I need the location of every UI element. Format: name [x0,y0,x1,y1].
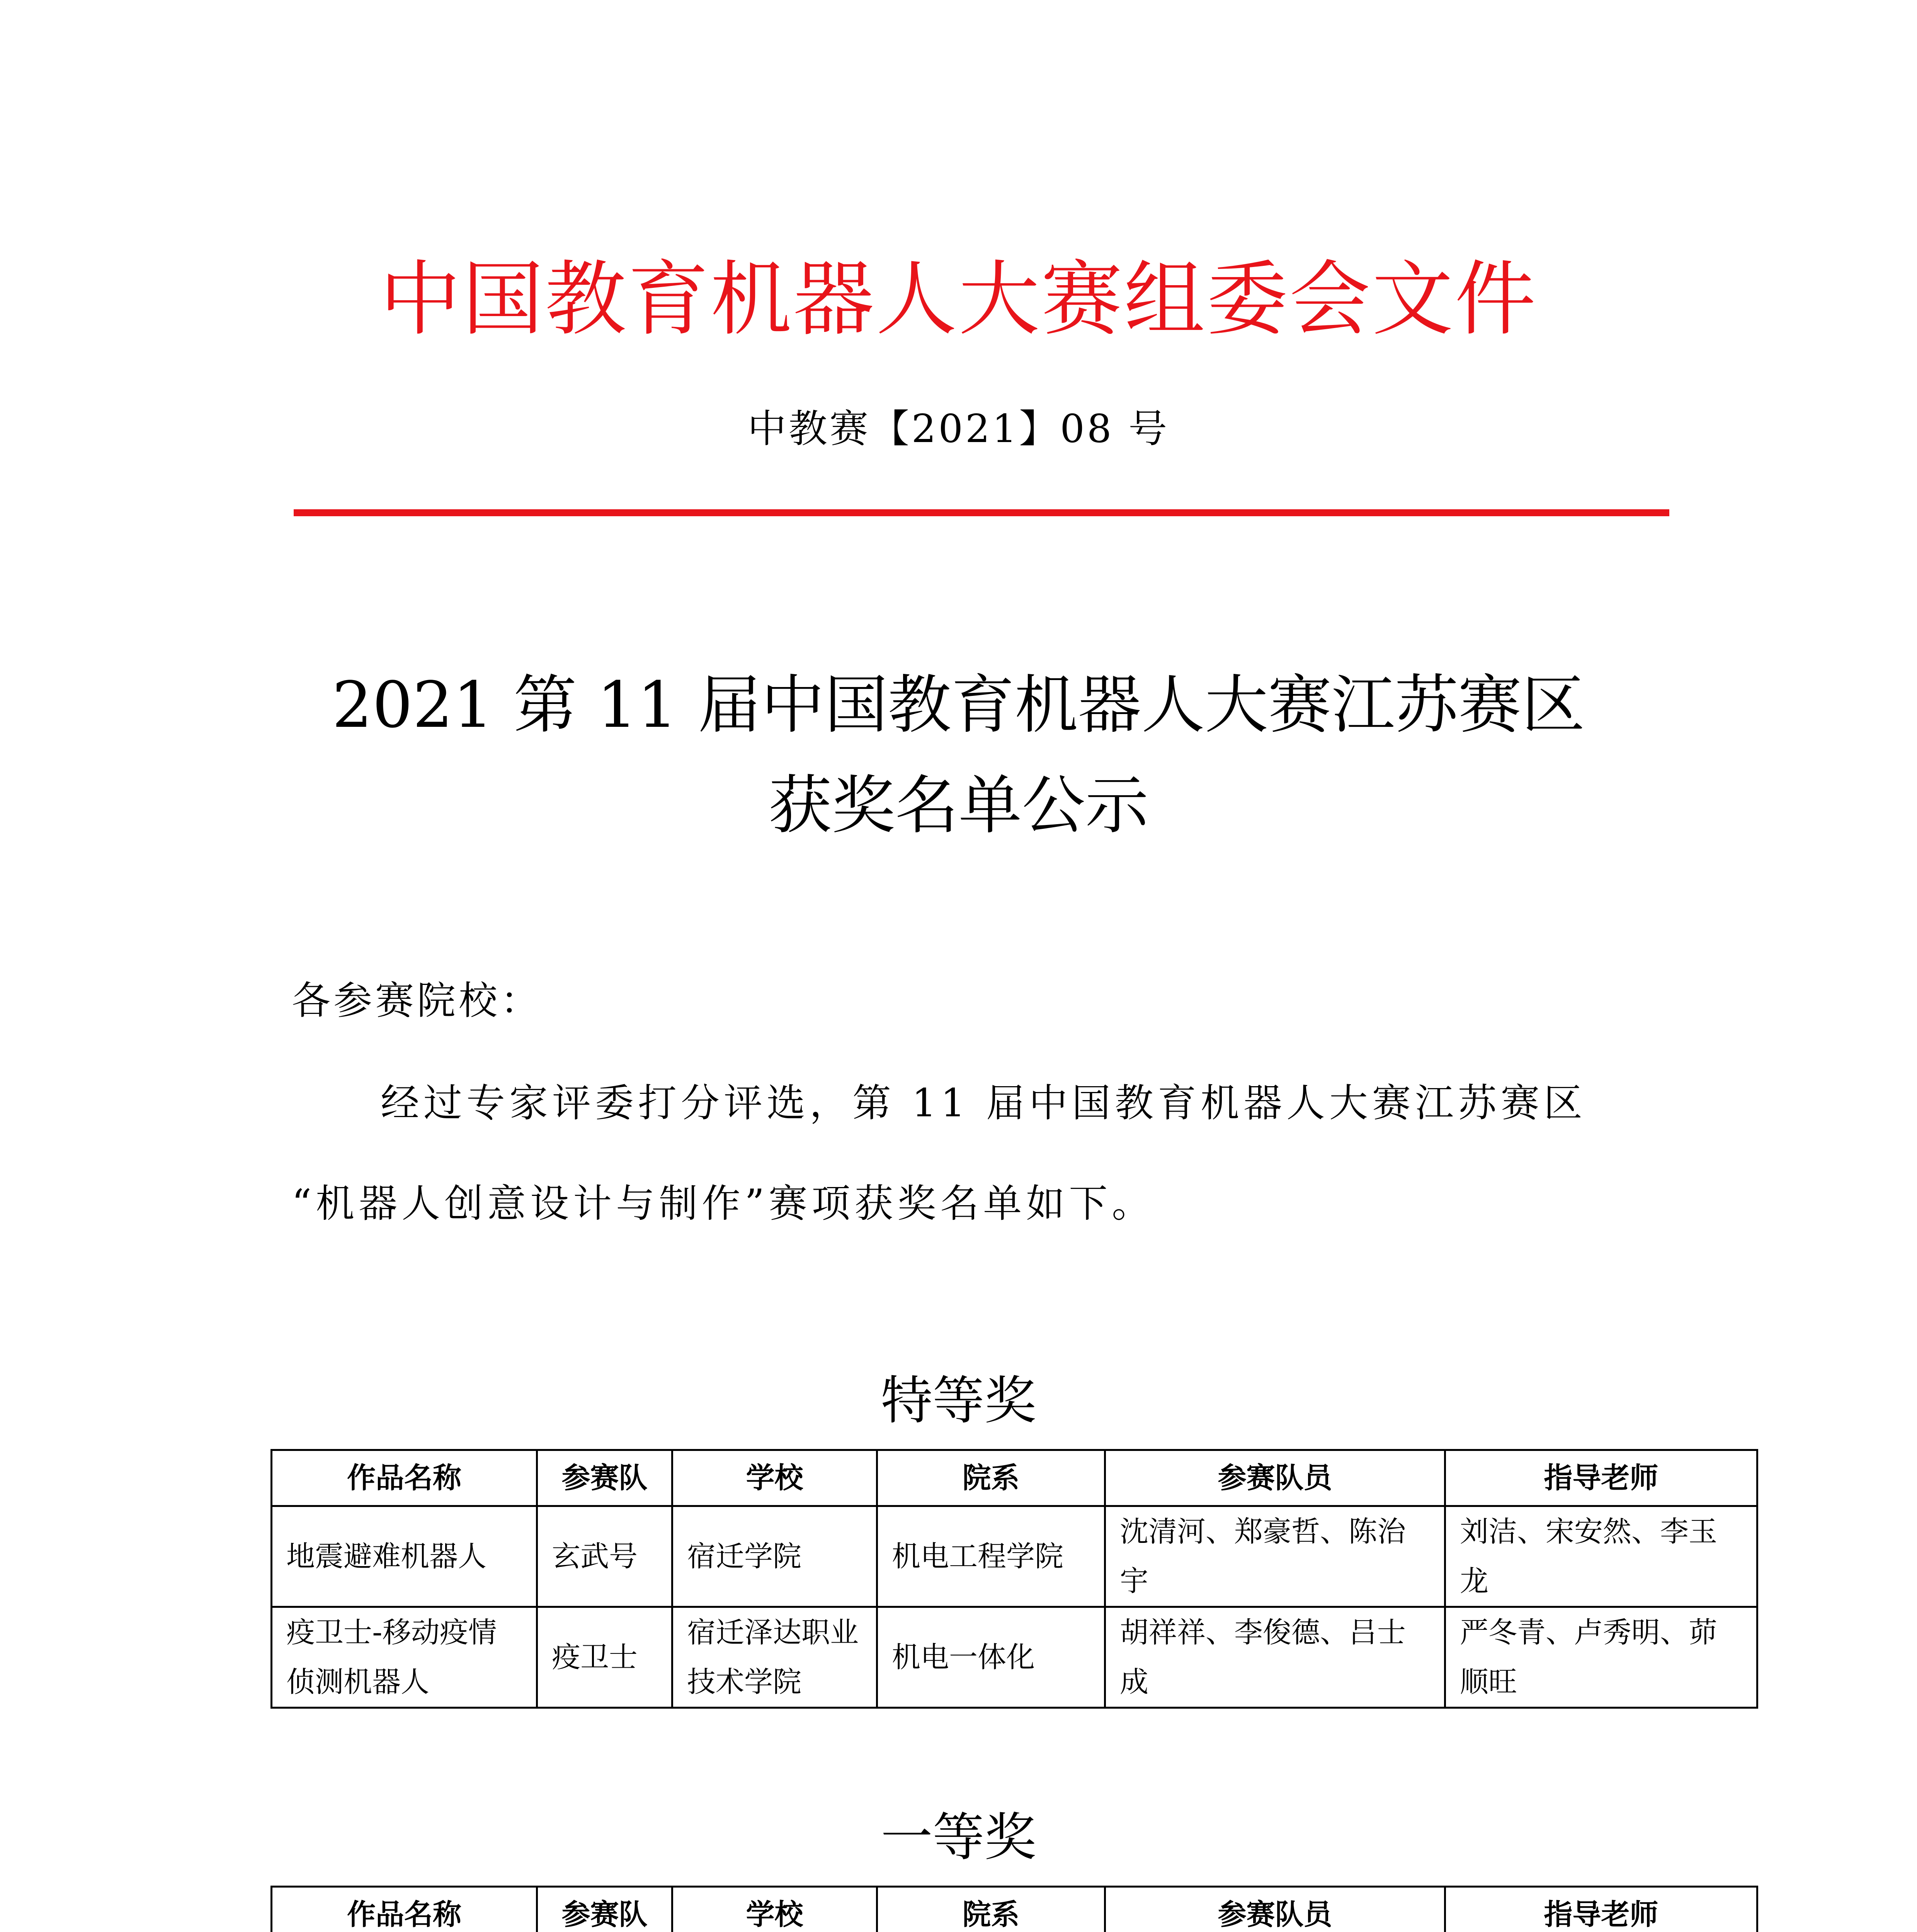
cell-members: 沈清河、郑豪哲、陈治宇 [1105,1506,1445,1607]
announcement-heading-line2: 获奖名单公示 [768,769,1149,842]
column-header-members: 参赛队员 [1105,1450,1445,1506]
column-header-team: 参赛队 [537,1450,672,1506]
document-number: 中教赛【2021】08 号 [747,406,1170,451]
first-prize-table [270,1886,1758,1932]
table-row [272,1506,1757,1607]
column-header-advisors: 指导老师 [1445,1450,1757,1506]
column-header-team: 参赛队 [537,1887,672,1932]
cell-members: 胡祥祥、李俊德、吕士成 [1105,1607,1445,1708]
document-header-title: 中国教育机器人大赛组委会文件 [379,252,1538,347]
cell-team: 疫卫士 [537,1607,672,1708]
column-header-school: 学校 [672,1450,877,1506]
header-red-rule [294,509,1669,516]
salutation: 各参赛院校： [292,978,542,1023]
table-row [272,1607,1757,1708]
cell-school: 宿迁泽达职业技术学院 [672,1607,877,1708]
table-header-row [272,1887,1757,1932]
column-header-advisors: 指导老师 [1445,1887,1757,1932]
announcement-heading-line1: 2021 第 11 届中国教育机器人大赛江苏赛区 [332,668,1585,742]
body-paragraph-line1: 经过专家评委打分评选，第 11 届中国教育机器人大赛江苏赛区 [381,1080,1587,1126]
special-prize-table [270,1449,1758,1709]
section-title-first-prize: 一等奖 [881,1807,1036,1867]
cell-work-name: 疫卫士-移动疫情侦测机器人 [272,1607,537,1708]
column-header-work-name: 作品名称 [272,1887,537,1932]
cell-work-name: 地震避难机器人 [272,1506,537,1607]
table-header-row [272,1450,1757,1506]
cell-team: 玄武号 [537,1506,672,1607]
column-header-work-name: 作品名称 [272,1450,537,1506]
column-header-department: 院系 [877,1887,1105,1932]
cell-advisors: 严冬青、卢秀明、茆顺旺 [1445,1607,1757,1708]
body-paragraph-line2: “机器人创意设计与制作”赛项获奖名单如下。 [292,1181,1155,1226]
column-header-school: 学校 [672,1887,877,1932]
cell-department: 机电一体化 [877,1607,1105,1708]
cell-department: 机电工程学院 [877,1506,1105,1607]
section-title-special-prize: 特等奖 [881,1371,1036,1431]
cell-advisors: 刘洁、宋安然、李玉龙 [1445,1506,1757,1607]
column-header-members: 参赛队员 [1105,1887,1445,1932]
column-header-department: 院系 [877,1450,1105,1506]
cell-school: 宿迁学院 [672,1506,877,1607]
